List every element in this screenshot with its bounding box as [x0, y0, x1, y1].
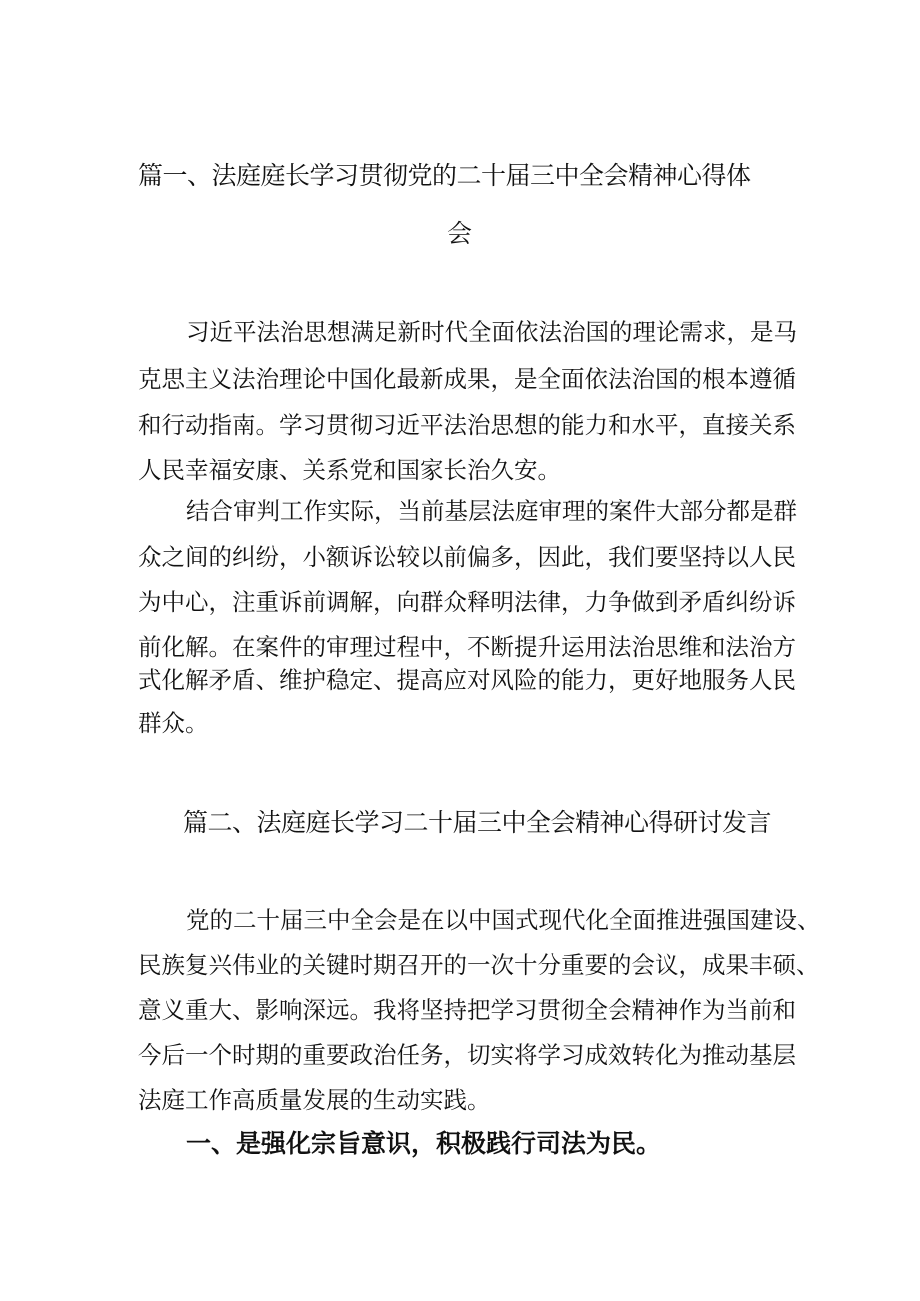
- paragraph-line: 为中心，注重诉前调解，向群众释明法律，力争做到矛盾纠纷诉: [138, 588, 796, 616]
- section2-title: 篇二、法庭庭长学习二十届三中全会精神心得研讨发言: [183, 808, 772, 837]
- section2-subheading: 一、是强化宗旨意识，积极践行司法为民。: [186, 1129, 662, 1158]
- paragraph-line: 群众。: [138, 709, 209, 737]
- paragraph-line: 克思主义法治理论中国化最新成果，是全面依法治国的根本遵循: [138, 365, 796, 393]
- paragraph-line: 法庭工作高质量发展的生动实践。: [138, 1086, 491, 1114]
- paragraph-line: 意义重大、影响深远。我将坚持把学习贯彻全会精神作为当前和: [138, 996, 796, 1024]
- paragraph-line: 今后一个时期的重要政治任务，切实将学习成效转化为推动基层: [138, 1041, 796, 1069]
- paragraph-line: 众之间的纠纷，小额诉讼较以前偏多，因此，我们要坚持以人民: [138, 543, 796, 571]
- paragraph-line: 和行动指南。学习贯彻习近平法治思想的能力和水平，直接关系: [138, 411, 796, 439]
- paragraph-line: 习近平法治思想满足新时代全面依法治国的理论需求，是马: [186, 318, 797, 346]
- paragraph-line: 人民幸福安康、关系党和国家长治久安。: [138, 456, 561, 484]
- paragraph-line: 前化解。在案件的审理过程中，不断提升运用法治思维和法治方: [138, 633, 796, 661]
- paragraph-line: 党的二十届三中全会是在以中国式现代化全面推进强国建设、: [186, 906, 821, 934]
- paragraph-line: 民族复兴伟业的关键时期召开的一次十分重要的会议，成果丰硕、: [138, 951, 820, 979]
- paragraph-line: 结合审判工作实际，当前基层法庭审理的案件大部分都是群: [186, 497, 797, 525]
- section1-title-line2: 会: [447, 219, 472, 248]
- section1-title-line1: 篇一、法庭庭长学习贯彻党的二十届三中全会精神心得体: [138, 161, 751, 190]
- paragraph-line: 式化解矛盾、维护稳定、提高应对风险的能力，更好地服务人民: [138, 666, 796, 694]
